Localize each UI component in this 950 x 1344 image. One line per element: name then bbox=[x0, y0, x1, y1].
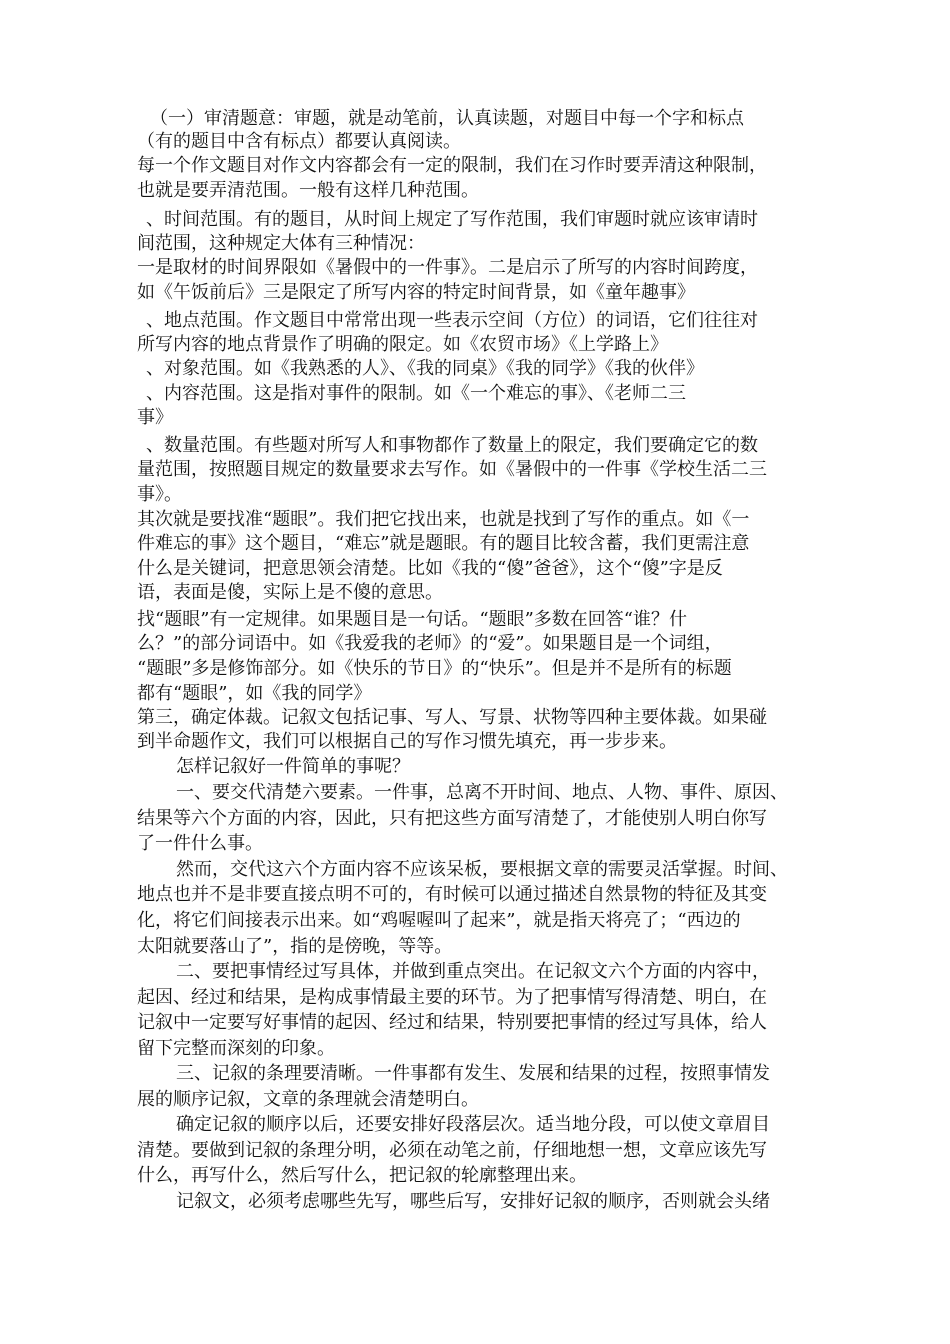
text-line: 清楚。要做到记叙的条理分明，必须在动笔之前，仔细地想一想，文章应该先写 bbox=[137, 1140, 767, 1161]
text-line: “题眼”多是修饰部分。如《快乐的节日》的“快乐”。但是并不是所有的标题 bbox=[137, 658, 732, 679]
text-line: 三、记叙的条理要清晰。一件事都有发生、发展和结果的过程，按照事情发 bbox=[176, 1063, 770, 1084]
text-line: 地点也并不是非要直接点明不可的，有时候可以通过描述自然景物的特征及其变 bbox=[137, 884, 767, 905]
text-line: 都有“题眼”，如《我的同学》 bbox=[137, 683, 372, 704]
text-line: 、地点范围。作文题目中常常出现一些表示空间（方位）的词语，它们往往对 bbox=[146, 310, 758, 331]
text-line: 找“题眼”有一定规律。如果题目是一句话。“题眼”多数在回答“谁？什 bbox=[137, 609, 688, 630]
text-line: 记叙中一定要写好事情的起因、经过和结果，特别要把事情的经过写具体，给人 bbox=[137, 1012, 767, 1033]
text-line: 到半命题作文，我们可以根据自己的写作习惯先填充，再一步步来。 bbox=[137, 731, 677, 752]
text-line: 起因、经过和结果，是构成事情最主要的环节。为了把事情写得清楚、明白，在 bbox=[137, 987, 767, 1008]
text-line: 件难忘的事》这个题目，“难忘”就是题眼。有的题目比较含蓄，我们更需注意 bbox=[137, 533, 750, 554]
text-line: （一）审清题意：审题，就是动笔前，认真读题，对题目中每一个字和标点 bbox=[150, 108, 744, 129]
text-line: 事》。 bbox=[137, 484, 182, 505]
text-line: 、内容范围。这是指对事件的限制。如《一个难忘的事》、《老师二三 bbox=[146, 383, 686, 404]
text-line: 记叙文，必须考虑哪些先写，哪些后写，安排好记叙的顺序，否则就会头绪 bbox=[176, 1191, 770, 1212]
text-line: 了一件什么事。 bbox=[137, 833, 263, 854]
text-line: 量范围，按照题目规定的数量要求去写作。如《暑假中的一件事《学校生活二三 bbox=[137, 459, 767, 480]
text-line: 每一个作文题目对作文内容都会有一定的限制，我们在习作时要弄清这种限制， bbox=[137, 155, 767, 176]
text-line: 一、要交代清楚六要素。一件事，总离不开时间、地点、人物、事件、原因、 bbox=[176, 782, 788, 803]
text-line: 一是取材的时间界限如《暑假中的一件事》。二是启示了所写的内容时间跨度， bbox=[137, 257, 758, 278]
text-line: 事》 bbox=[137, 407, 173, 428]
text-line: 如《午饭前后》三是限定了所写内容的特定时间背景，如《童年趣事》 bbox=[137, 282, 695, 303]
text-line: 什么是关键词，把意思领会清楚。比如《我的“傻”爸爸》，这个“傻”字是反 bbox=[137, 558, 723, 579]
text-line: （有的题目中含有标点）都要认真阅读。 bbox=[137, 131, 461, 152]
text-line: 化，将它们间接表示出来。如“鸡喔喔叫了起来”，就是指天将亮了；“西边的 bbox=[137, 910, 741, 931]
text-line: 、数量范围。有些题对所写人和事物都作了数量上的限定，我们要确定它的数 bbox=[146, 435, 758, 456]
text-line: 确定记叙的顺序以后，还要安排好段落层次。适当地分段，可以使文章眉目 bbox=[176, 1114, 770, 1135]
text-line: 第三，确定体裁。记叙文包括记事、写人、写景、状物等四种主要体裁。如果碰 bbox=[137, 707, 767, 728]
text-line: 么？”的部分词语中。如《我爱我的老师》的“爱”。如果题目是一个词组， bbox=[137, 633, 723, 654]
text-line: 、时间范围。有的题目，从时间上规定了写作范围，我们审题时就应该审请时 bbox=[146, 209, 758, 230]
text-line: 结果等六个方面的内容，因此，只有把这些方面写清楚了，才能使别人明白你写 bbox=[137, 808, 767, 829]
text-line: 怎样记叙好一件简单的事呢？ bbox=[176, 756, 410, 777]
text-line: 留下完整而深刻的印象。 bbox=[137, 1038, 335, 1059]
text-line: 间范围，这种规定大体有三种情况： bbox=[137, 233, 425, 254]
text-line: 什么，再写什么，然后写什么，把记叙的轮廓整理出来。 bbox=[137, 1165, 587, 1186]
text-line: 语，表面是傻，实际上是不傻的意思。 bbox=[137, 582, 443, 603]
text-line: 所写内容的地点背景作了明确的限定。如《农贸市场》《上学路上》 bbox=[137, 334, 668, 355]
text-line: 其次就是要找准“题眼”。我们把它找出来，也就是找到了写作的重点。如《一 bbox=[137, 509, 750, 530]
text-line: 然而，交代这六个方面内容不应该呆板，要根据文章的需要灵活掌握。时间、 bbox=[176, 859, 788, 880]
text-line: 二、要把事情经过写具体，并做到重点突出。在记叙文六个方面的内容中， bbox=[176, 961, 770, 982]
text-line: 太阳就要落山了”，指的是傍晚，等等。 bbox=[137, 936, 453, 957]
text-line: 也就是要弄清范围。一般有这样几种范围。 bbox=[137, 180, 479, 201]
text-line: 展的顺序记叙，文章的条理就会清楚明白。 bbox=[137, 1089, 479, 1110]
text-line: 、对象范围。如《我熟悉的人》、《我的同桌》《我的同学》《我的伙伴》 bbox=[146, 358, 704, 379]
